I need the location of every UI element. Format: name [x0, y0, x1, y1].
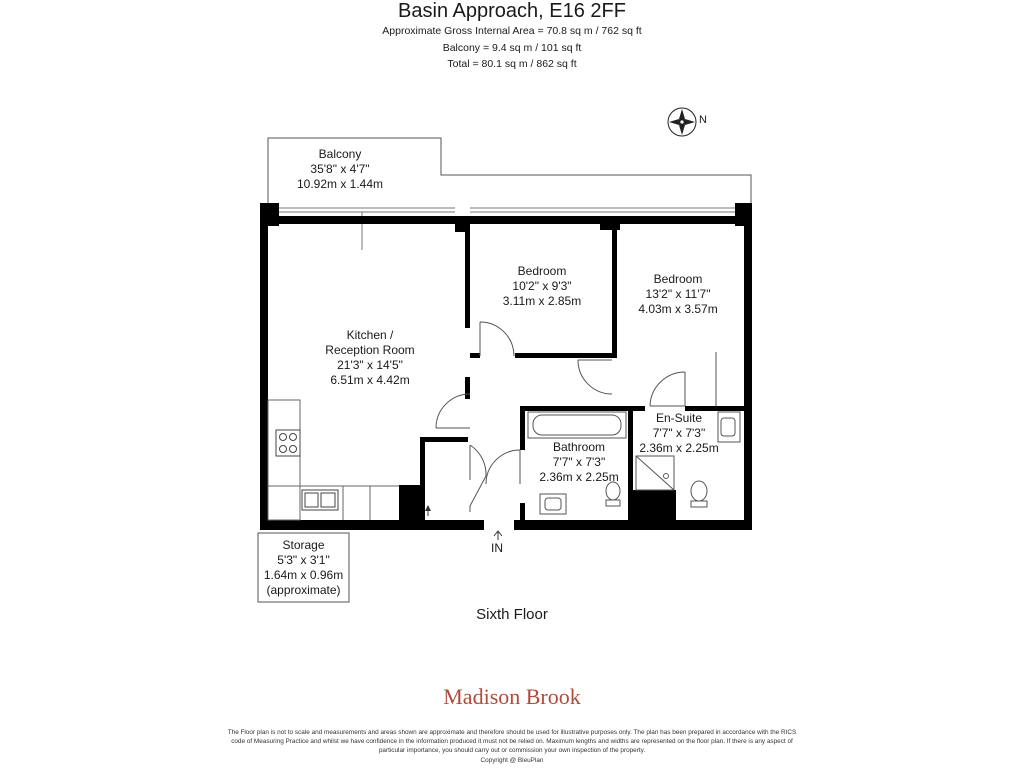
storage-arrow-icon — [425, 505, 431, 516]
plan-title: Basin Approach, E16 2FF — [398, 0, 626, 22]
room-label-kitchen: Kitchen / Reception Room 21'3" x 14'5" 6.51m x 4.42m — [325, 328, 415, 387]
room-label-balcony: Balcony 35'8" x 4'7" 10.92m x 1.44m — [296, 147, 384, 191]
bathroom-toilet-icon — [606, 482, 620, 506]
ensuite-toilet-icon — [691, 481, 707, 507]
room-label-storage: Storage 5'3" x 3'1" 1.64m x 0.96m (approximate) — [263, 538, 344, 597]
disclaimer-text: The Floor plan is not to scale and measurements and areas shown are approximate and therefore should be used for illustrative purposes only. The plan has been prepared in accordance with the RICS code of Measuring Practice and whilst we have confidence in the information produced it must not be relied on. Maximum lengths and widths are represented on the floor plan. If there is any aspect of particular importance, you should carry out or commission your own inspection of the property. — [227, 729, 797, 754]
hob-icon — [276, 430, 300, 456]
kitchen-units — [268, 400, 399, 520]
room-label-bedroom-1: Bedroom 10'2" x 9'3" 3.11m x 2.85m — [502, 264, 582, 308]
compass-rose-icon — [668, 108, 696, 136]
room-label-ensuite: En-Suite 7'7" x 7'3" 2.36m x 2.25m — [639, 411, 719, 455]
copyright-text: Copyright @ BleuPlan — [480, 757, 544, 764]
shower-tray-icon — [636, 456, 674, 490]
room-label-bedroom-2: Bedroom 13'2" x 11'7" 4.03m x 3.57m — [638, 272, 718, 316]
sink-icon — [302, 490, 338, 510]
brand-logo: Madison Brook — [443, 684, 581, 709]
bathtub-icon — [528, 412, 626, 438]
total-area-text: Total = 80.1 sq m / 862 sq ft — [447, 58, 577, 70]
compass-north-label: N — [699, 114, 707, 126]
window-glazing — [279, 208, 737, 250]
floor-name: Sixth Floor — [476, 606, 548, 623]
bathroom-basin-icon — [540, 494, 566, 514]
balcony-area-text: Balcony = 9.4 sq m / 101 sq ft — [442, 42, 582, 54]
room-label-bathroom: Bathroom 7'7" x 7'3" 2.36m x 2.25m — [539, 440, 619, 484]
entry-arrow-icon — [494, 531, 502, 540]
gross-area-text: Approximate Gross Internal Area = 70.8 sq m / 762 sq ft — [382, 25, 642, 37]
entry-label: IN — [491, 541, 503, 555]
